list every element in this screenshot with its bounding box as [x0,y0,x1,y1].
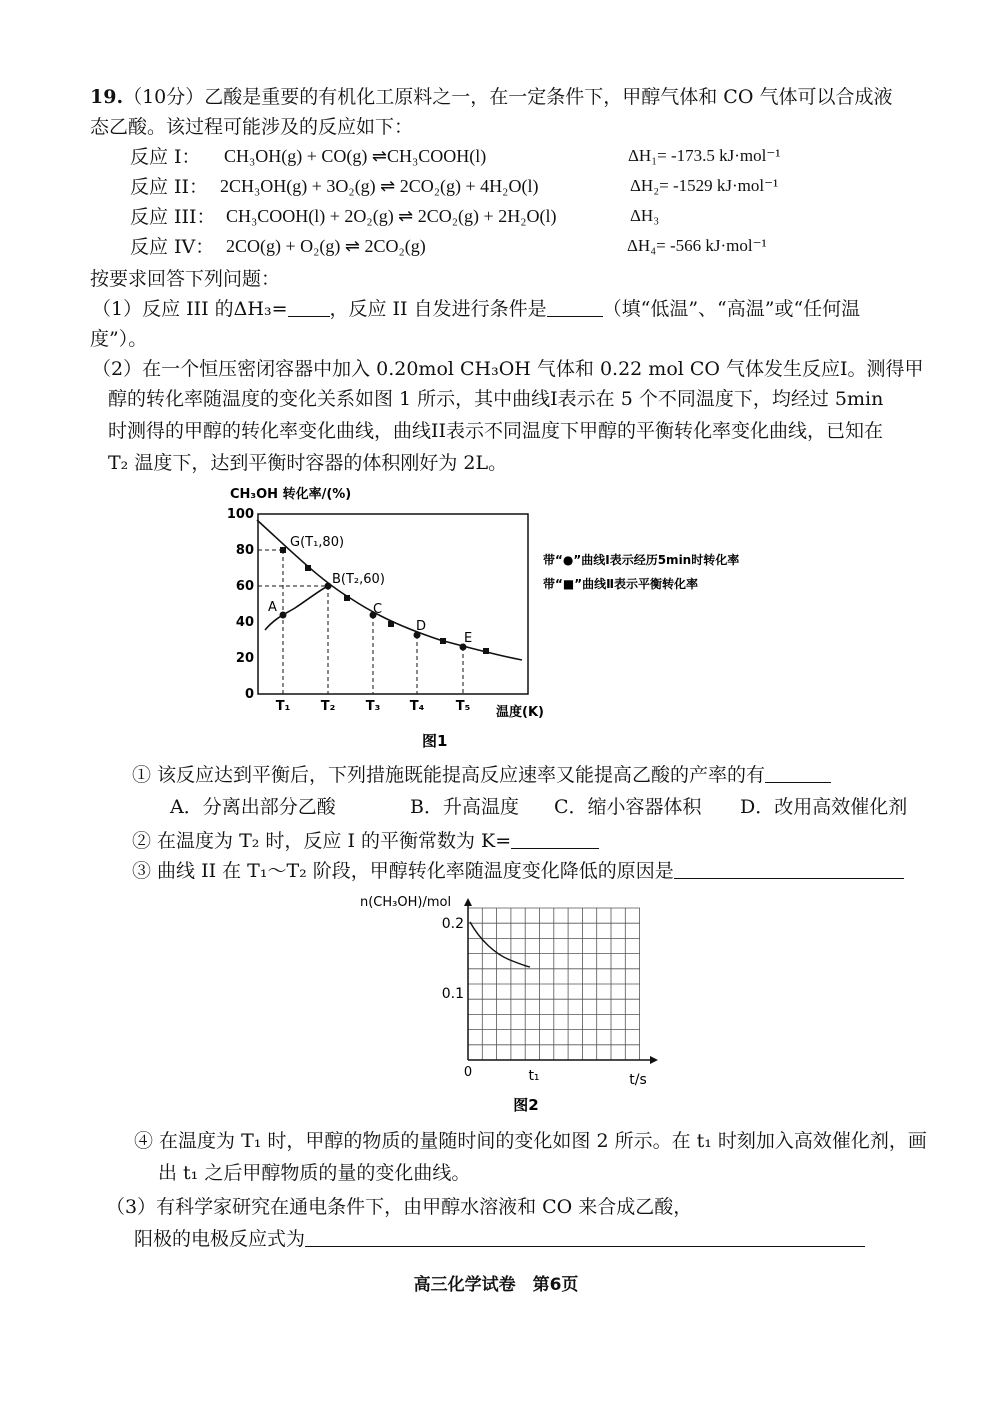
reaction-1-enthalpy: ΔH₁= -173.5 kJ·mol⁻¹ [628,146,781,165]
reaction-3-equation: CH₃COOH(l) + 2O₂(g) ⇌ 2CO₂(g) + 2H₂O(l) [226,206,557,226]
sub1-line [132,762,831,788]
reaction-4-equation: 2CO(g) + O₂(g) ⇌ 2CO₂(g) [226,236,426,256]
option-d[interactable]: D．改用高效催化剂 [740,796,908,818]
fig2-y-arrow [464,898,472,906]
q1-text-a: （1）反应 III 的ΔH₃= [92,298,288,320]
figure-1 [210,480,830,760]
q1-line2: 度”）。 [90,328,148,350]
q2-line2: 醇的转化率随温度的变化关系如图 1 所示，其中曲线I表示在 5 个不同温度下，均经过 5min [108,388,884,410]
sub4-line1: ④ 在温度为 T₁ 时，甲醇的物质的量随时间的变化如图 2 所示。在 t₁ 时刻加入高效催化剂，画 [134,1130,927,1152]
figure-2 [350,888,670,1120]
fig2-curve [470,922,530,967]
fig1-ytick: 80 [235,543,254,558]
fig1-ytick: 100 [226,507,254,522]
q3-blank[interactable] [305,1228,865,1247]
fig1-legend-2: 带“■”曲线Ⅱ表示平衡转化率 [543,577,699,591]
question-intro-line2: 态乙酸。该过程可能涉及的反应如下： [90,116,414,138]
fig2-ylabel: n(CH₃OH)/mol [360,895,452,910]
fig2-xtick-t1: t₁ [528,1068,540,1084]
reaction-1-equation: CH₃OH(g) + CO(g) ⇌CH₃COOH(l) [224,146,487,166]
fig1-yticks [227,507,254,702]
fig1-ytick: 40 [235,615,254,630]
fig1-square-markers [280,547,489,654]
fig2-ytick-0-1: 0.1 [441,986,464,1002]
reaction-3-label: 反应 III： [130,206,216,228]
fig2-caption: 图2 [513,1096,539,1114]
sub3-line [132,858,904,884]
sub4-line2: 出 t₁ 之后甲醇物质的量的变化曲线。 [158,1162,471,1184]
q1-text-b: ，反应 II 自发进行条件是 [329,298,547,320]
sub3-text: ③ 曲线 II 在 T₁～T₂ 阶段，甲醇转化率随温度变化降低的原因是 [132,860,674,882]
fig1-point-G: G(T₁,80) [290,535,345,550]
instruction: 按要求回答下列问题： [90,268,281,290]
sub3-blank[interactable] [674,860,904,879]
fig1-xtick: T₃ [365,699,381,714]
fig1-xtick: T₂ [320,699,336,714]
question-number: 19. [90,86,124,108]
fig1-point-B: B(T₂,60) [332,572,385,587]
q1-blank-dh3[interactable] [288,298,330,317]
fig1-caption: 图1 [422,732,448,750]
fig2-origin: 0 [463,1065,473,1080]
reaction-1-label: 反应 I： [130,146,201,168]
reaction-2-enthalpy: ΔH₂= -1529 kJ·mol⁻¹ [630,176,779,195]
q3-line1: （3）有科学家研究在通电条件下，由甲醇水溶液和 CO 来合成乙酸， [106,1196,693,1218]
reaction-3-enthalpy: ΔH₃ [630,206,660,225]
fig1-ytick: 20 [235,651,254,666]
fig2-grid [468,908,640,1060]
q2-line1: （2）在一个恒压密闭容器中加入 0.20mol CH₃OH 气体和 0.22 mol CO 气体发生反应I。测得甲 [92,358,924,380]
reaction-4-enthalpy: ΔH₄= -566 kJ·mol⁻¹ [627,236,767,255]
q3-line2 [134,1226,865,1252]
sub1-text: ① 该反应达到平衡后，下列措施既能提高反应速率又能提高乙酸的产率的有 [132,764,766,786]
fig1-point-A: A [268,600,277,615]
q1-blank-condition[interactable] [547,298,603,317]
option-c[interactable]: C．缩小容器体积 [554,796,702,818]
sub1-blank[interactable] [765,764,831,783]
question-intro: 乙酸是重要的有机化工原料之一，在一定条件下，甲醇气体和 CO 气体可以合成液 [204,86,893,108]
fig1-xtick: T₁ [275,699,291,714]
fig1-xlabel: 温度(K) [496,705,544,720]
sub2-line [132,828,599,854]
fig2-ytick-0-2: 0.2 [441,916,464,932]
fig1-ytick: 60 [235,579,254,594]
q1-line1 [92,296,860,322]
option-b[interactable]: B．升高温度 [410,796,519,818]
fig1-point-D: D [416,619,427,634]
q2-line4: T₂ 温度下，达到平衡时容器的体积刚好为 2L。 [108,452,508,474]
fig1-ytick: 0 [244,687,254,702]
q3-text: 阳极的电极反应式为 [134,1228,306,1250]
reaction-2-label: 反应 II： [130,176,209,198]
question-intro-line1 [90,84,892,110]
fig1-ylabel: CH₃OH 转化率/(%) [230,487,352,502]
sub2-blank[interactable] [511,830,599,849]
page-footer: 高三化学试卷 第6页 [413,1275,579,1295]
fig1-xtick: T₄ [409,699,425,714]
q2-line3: 时测得的甲醇的转化率变化曲线，曲线II表示不同温度下甲醇的平衡转化率变化曲线，已知在 [108,420,884,442]
fig1-point-C: C [373,602,383,617]
fig1-point-E: E [464,631,473,646]
fig2-x-arrow [650,1056,658,1064]
reaction-2-equation: 2CH₃OH(g) + 3O₂(g) ⇌ 2CO₂(g) + 4H₂O(l) [220,176,539,196]
fig2-xlabel: t/s [629,1072,647,1088]
fig1-xtick: T₅ [455,699,471,714]
question-score: （10分） [123,86,205,108]
fig1-xticks [276,699,471,714]
reaction-4-label: 反应 IV： [130,236,215,258]
option-a[interactable]: A．分离出部分乙酸 [170,796,336,818]
fig1-legend-1: 带“●”曲线Ⅰ表示经历5min时转化率 [543,553,740,567]
q1-text-c: （填“低温”、“高温”或“任何温 [602,298,861,320]
sub2-text: ② 在温度为 T₂ 时，反应 I 的平衡常数为 K= [132,830,512,852]
